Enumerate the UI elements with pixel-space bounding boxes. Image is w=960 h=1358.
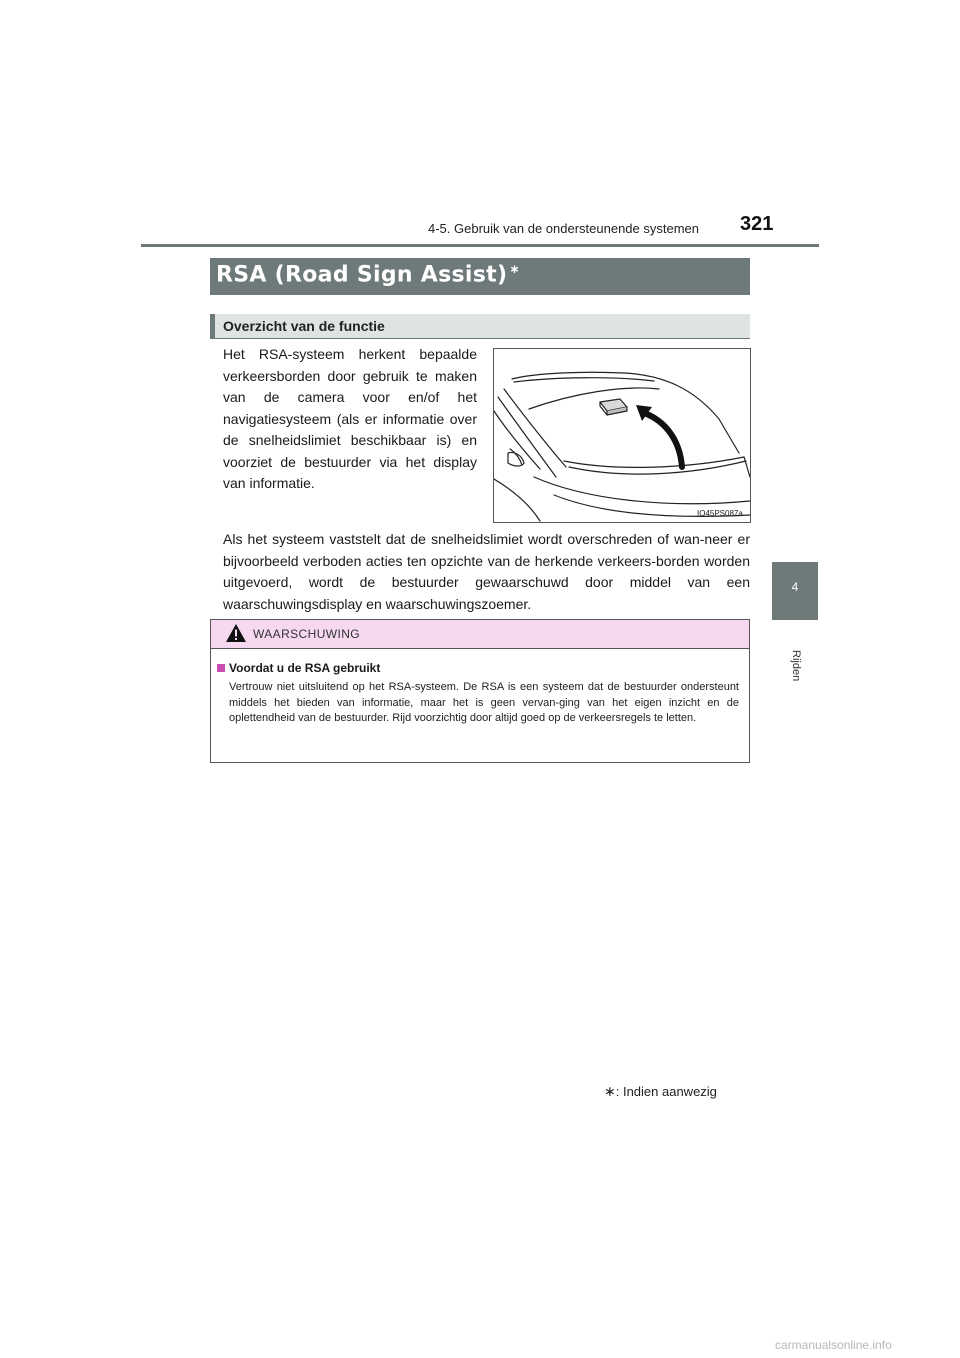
warning-body: Vertrouw niet uitsluitend op het RSA-systeem. De RSA is een systeem dat de bestuurder ondersteunt middels het bieden van informatie, maar het is geen vervan-ging van het eigen inzicht en de oplettendheid van de bestuurder. Rijd voorzichtig door altijd goed op de verkeersregels te letten. bbox=[229, 681, 739, 724]
windshield-illustration bbox=[494, 349, 750, 522]
page-title bbox=[216, 262, 520, 287]
figure-code: IO45PS087a bbox=[697, 509, 743, 518]
intro-paragraph: Het RSA-systeem herkent bepaalde verkeersborden door gebruik te maken van de camera voor en/of het navigatiesysteem (als er informatie over de snelheidslimiet beschikbaar is) en voorziet de bestuurder via het display van informatie. bbox=[223, 346, 477, 491]
subheading-accent bbox=[210, 314, 215, 338]
subheading-rule bbox=[210, 338, 750, 339]
warning-title: WAARSCHUWING bbox=[253, 627, 361, 641]
chapter-tab-label: Rijden bbox=[790, 650, 802, 682]
subheading: Overzicht van de functie bbox=[223, 318, 385, 334]
footnote-text: : Indien aanwezig bbox=[615, 1084, 717, 1099]
chapter-tab-number: 4 bbox=[791, 580, 799, 594]
windshield-camera-figure bbox=[493, 348, 751, 523]
watermark: carmanualsonline.info bbox=[775, 1338, 892, 1352]
warning-description-paragraph: Als het systeem vaststelt dat de snelheidslimiet wordt overschreden of wan-neer er bijvoorbeeld verboden acties ten opzichte van de herkende verkeers-borden worden uitgevoerd, wordt de bestuurder gewaarschuwd door middel van een waarschuwingsdisplay en waarschuwingszoemer. bbox=[223, 531, 750, 612]
title-label: RSA (Road Sign Assist) bbox=[216, 262, 508, 288]
page-number: 321 bbox=[740, 213, 774, 235]
header-rule bbox=[141, 244, 819, 247]
warning-bullet-icon bbox=[217, 664, 225, 672]
running-header: 4-5. Gebruik van de ondersteunende systemen bbox=[428, 221, 700, 236]
title-marker: ∗ bbox=[509, 262, 520, 276]
footnote bbox=[604, 1083, 717, 1100]
warning-triangle-icon bbox=[225, 623, 247, 648]
footnote-marker: ∗ bbox=[604, 1083, 616, 1099]
warning-subheading: Voordat u de RSA gebruikt bbox=[229, 661, 381, 675]
